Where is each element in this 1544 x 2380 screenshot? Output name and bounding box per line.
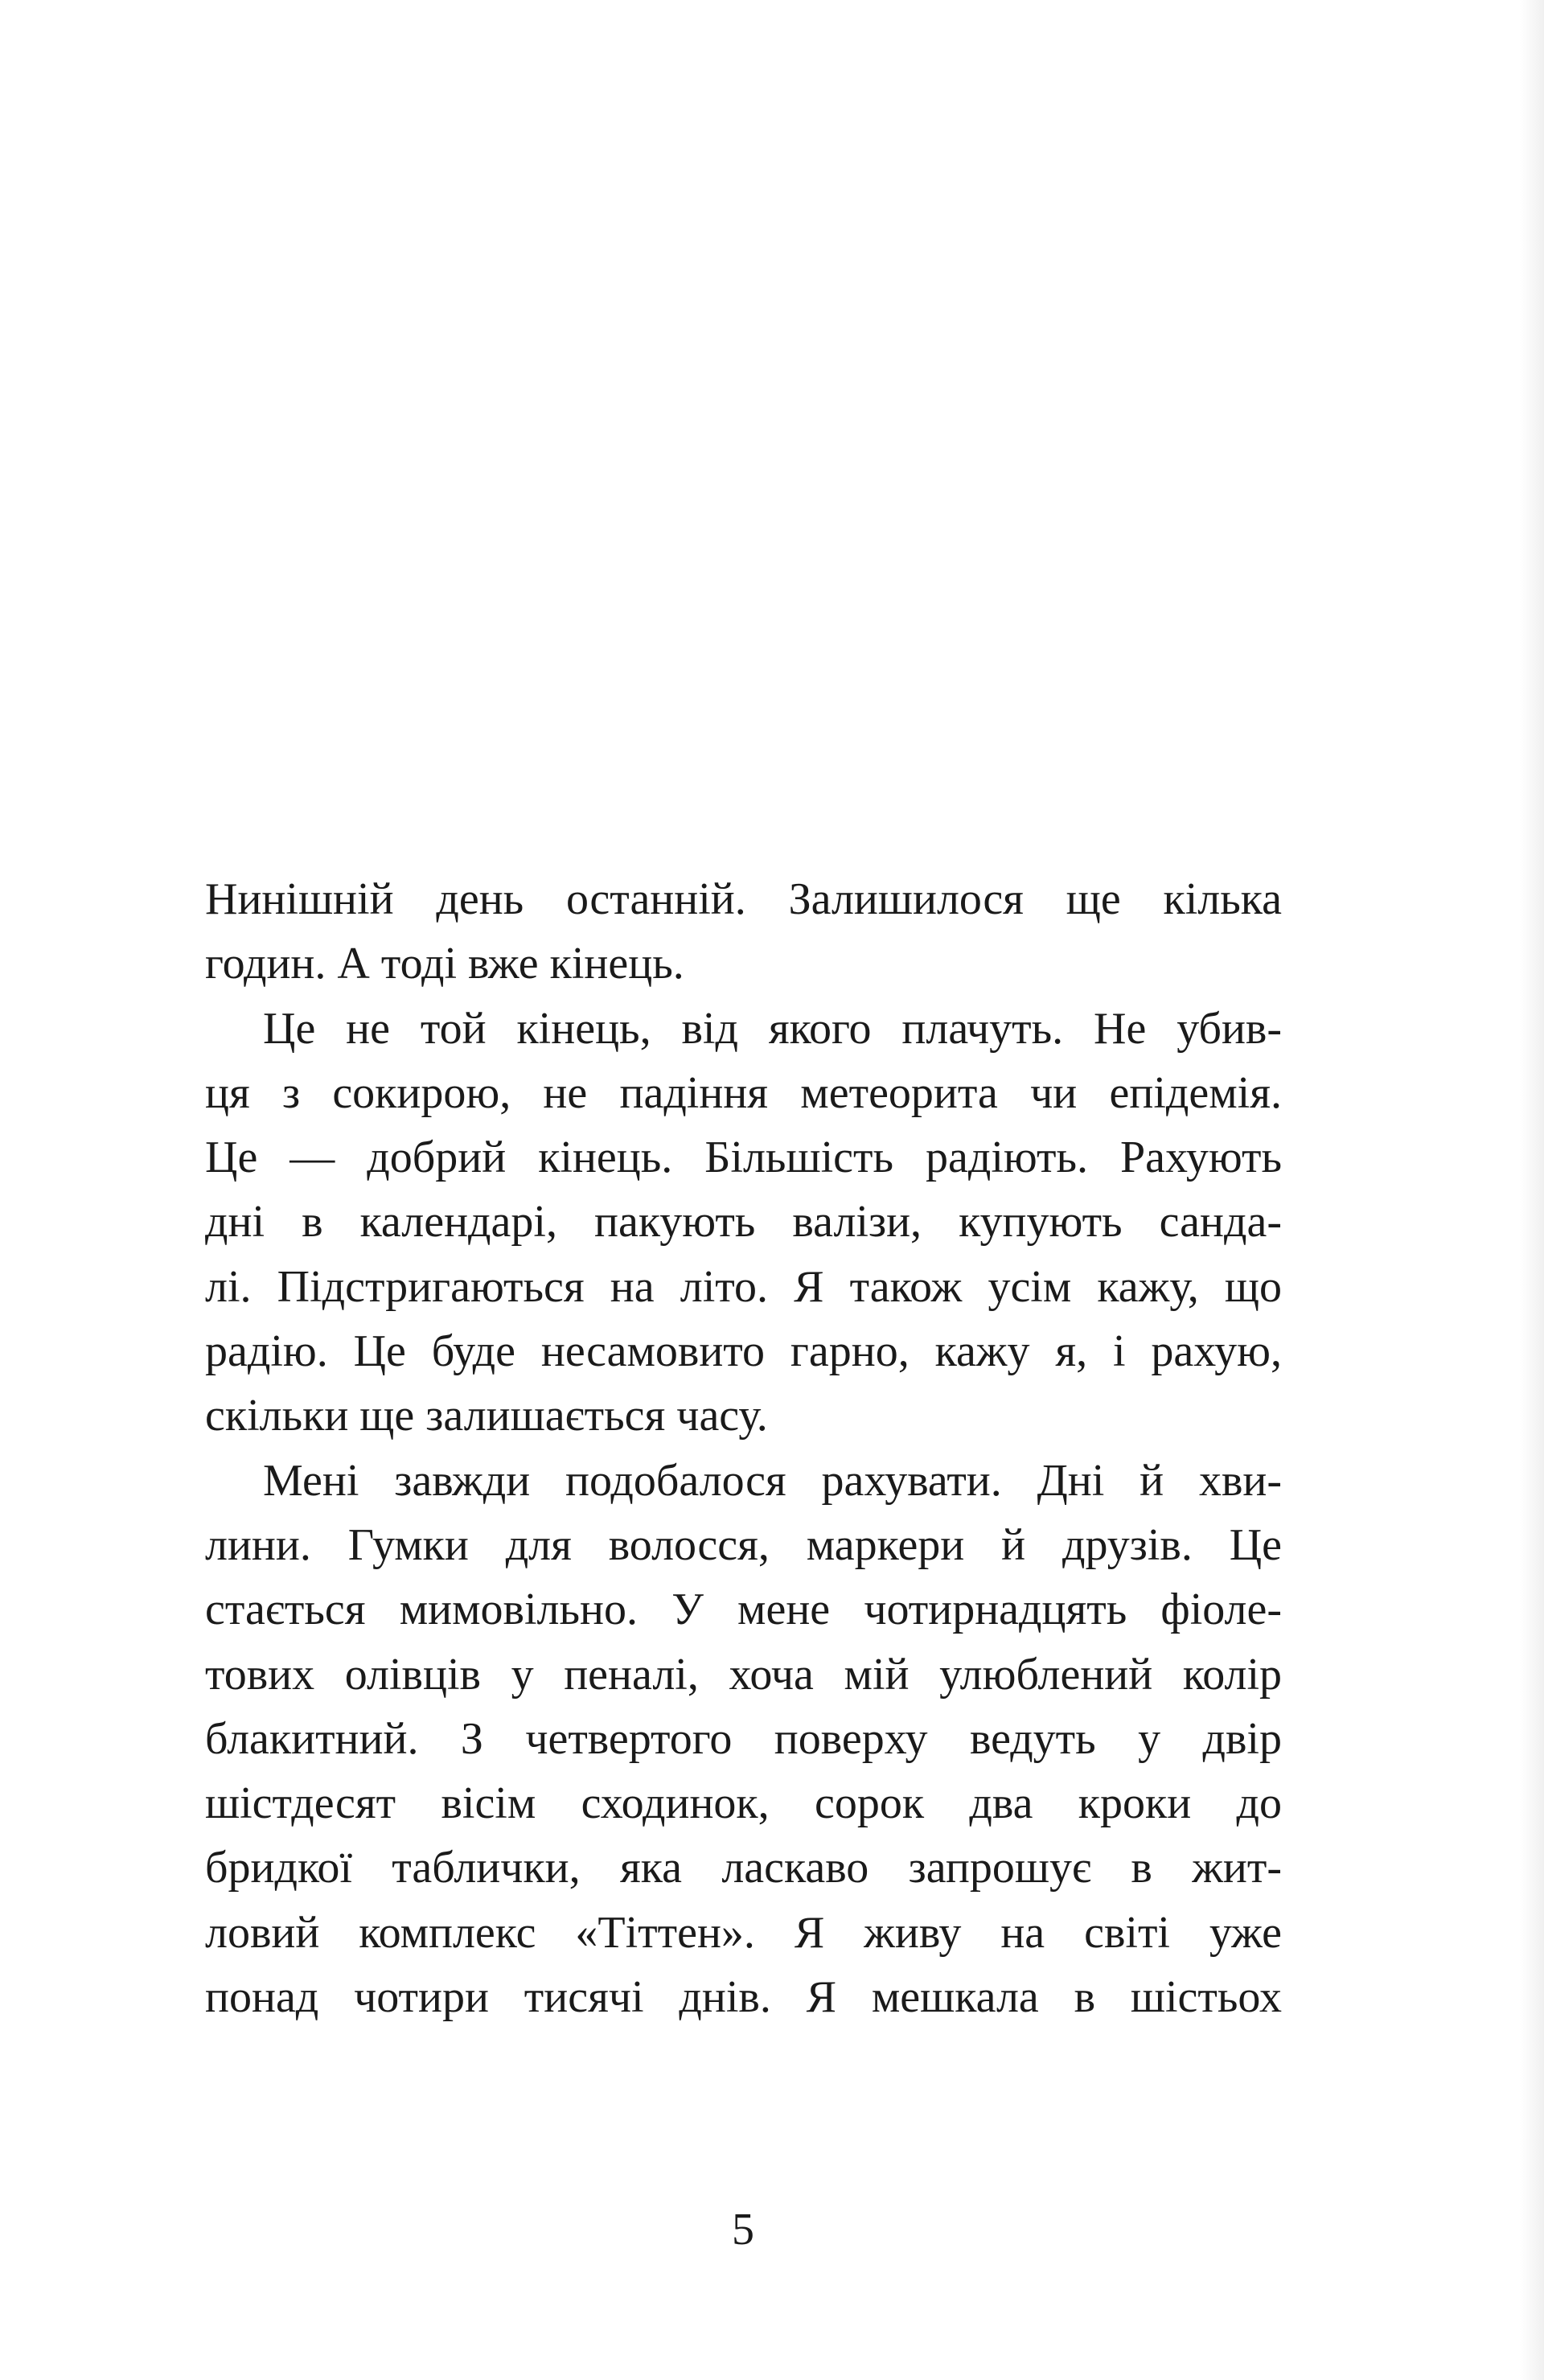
- text-line: лі. Підстригаються на літо. Я також усім кажу, що: [205, 1261, 1282, 1312]
- text-line: лини. Гумки для волосся, маркери й друзів. Це: [205, 1519, 1282, 1570]
- text-line: радію. Це буде несамовито гарно, кажу я, і рахую,: [205, 1326, 1282, 1377]
- text-line: Це не той кінець, від якого плачуть. Не убив-: [263, 1003, 1282, 1054]
- text-line: Нинішній день останній. Залишилося ще кілька: [205, 874, 1282, 924]
- body-text: [205, 867, 1282, 2029]
- text-line: скільки ще залишається часу.: [205, 1391, 768, 1441]
- text-line: тових олівців у пеналі, хоча мій улюблений колір: [205, 1649, 1282, 1700]
- text-line: ловий комплекс «Тіттен». Я живу на світі уже: [205, 1907, 1282, 1958]
- text-line: понад чотири тисячі днів. Я мешкала в шістьох: [205, 1972, 1282, 2023]
- text-line: Це — добрий кінець. Більшість радіють. Рахують: [205, 1132, 1282, 1183]
- text-line: шістдесят вісім сходинок, сорок два кроки до: [205, 1778, 1282, 1829]
- page-number: 5: [732, 2205, 754, 2255]
- text-line: бридкої таблички, яка ласкаво запрошує в жит-: [205, 1843, 1282, 1893]
- text-line: ця з сокирою, не падіння метеорита чи епідемія.: [205, 1067, 1282, 1118]
- text-line: блакитний. З четвертого поверху ведуть у двір: [205, 1713, 1282, 1764]
- text-line: дні в календарі, пакують валізи, купують санда-: [205, 1197, 1282, 1248]
- page-edge-shadow: [1520, 0, 1544, 2380]
- text-line: годин. А тоді вже кінець.: [205, 939, 684, 989]
- text-line: стається мимовільно. У мене чотирнадцять фіоле-: [205, 1585, 1282, 1635]
- text-line: Мені завжди подобалося рахувати. Дні й хви-: [263, 1455, 1282, 1506]
